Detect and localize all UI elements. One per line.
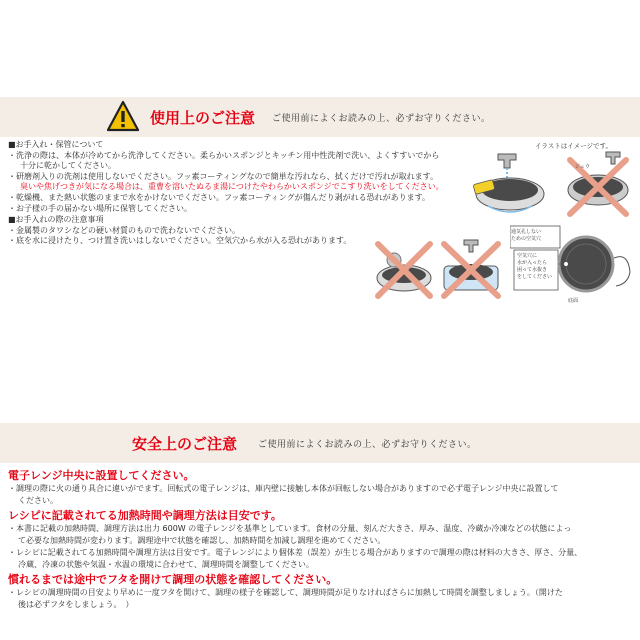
care-line: ■お手入れ・保管について	[8, 140, 104, 149]
care-line: ・お子様の手の届かない場所に保管してください。	[8, 203, 192, 213]
care-line: ・研磨剤入りの洗剤は使用しないでください。フッ素コーティングなので簡単な汚れなら、拭くだけで汚れが取れます。	[8, 171, 438, 181]
safety-caution-subtitle: ご使用前によくお読みの上、必ずお守りください。	[258, 440, 477, 450]
usage-caution-title: 使用上のご注意	[150, 109, 256, 127]
safety-line: 後は必ずフタをしましょう。 ）	[18, 600, 134, 610]
care-line: ・金属製のタワシなどの硬い材質のもので洗わないでください。	[8, 225, 240, 235]
safety-line: ・レシピに記載されてる加熱時間や調理方法は目安です。電子レンジにより個体差（誤差）が生じる場合がありますので調理の際は材料の大きさ、厚さ、分量、	[8, 548, 583, 558]
image-caption: イラストはイメージです。	[534, 142, 612, 150]
safety-instructions	[8, 468, 634, 611]
water-note-line: 水が入ったら	[517, 260, 548, 266]
safety-line: ください。	[18, 496, 58, 506]
safety-heading: レシピに記載されてる加熱時間や調理方法は目安です。	[8, 508, 282, 522]
no-water-on-hot-pan-illustration	[560, 150, 638, 220]
safety-line: ・レシピの調理時間の目安より早めに一度フタを開けて、調理の様子を確認して、調理時間が足りなければさらに加熱して時間を調整しましょう。（開けた	[8, 587, 563, 597]
safety-line: ・調理の際に火の通り具合に違いがでます。回転式の電子レンジは、庫内壁に接触し本体が回転しない場合がありますので必ず電子レンジ中央に設置して	[8, 484, 559, 493]
warning-icon	[106, 100, 140, 132]
steam-label: ジュウ	[575, 164, 590, 170]
water-note-line: 空気穴に	[517, 253, 538, 259]
washing-illustration	[468, 150, 554, 220]
safety-line: ・本書に記載の加熱時間、調理方法は出力 600W の電子レンジを基準としています。食材の分量、刻んだ大きさ、厚み、温度、冷蔵か冷凍などの状態によっ	[8, 523, 572, 533]
air-hole-note	[511, 228, 541, 242]
water-note-line: 困って水抜き	[517, 267, 548, 273]
care-line-highlight: 臭いや焦げつきが気になる場合は、重曹を溶いたぬるま湯につけたやわらかいスポンジでこすり洗いをしてください。	[20, 182, 444, 192]
safety-heading: 電子レンジ中央に設置してください。	[8, 469, 195, 482]
water-note	[517, 252, 552, 280]
care-line: ・底を水に浸けたり、つけ置き洗いはしないでください。空気穴から水が入る恐れがあります。	[8, 236, 352, 246]
care-line: ・洗浄の際は、本体が冷めてから洗浄してください。柔らかいスポンジとキッチン用中性洗剤で洗い、よくすすいでから	[8, 150, 440, 160]
air-hole-note-line: 通気孔しない	[511, 229, 542, 235]
safety-line: て必要な加熱時間が変わります。調理途中で状態を確認し、加熱時間を加減し調理を進めてください。	[18, 535, 386, 545]
care-instructions	[8, 139, 444, 247]
care-line: ■お手入れの際の注意事項	[8, 215, 104, 225]
usage-caution-subtitle: ご使用前によくお読みの上、必ずお守りください。	[272, 114, 491, 124]
care-line: 十分に乾かしてください。	[20, 161, 116, 171]
bottom-label: 底面	[568, 298, 579, 304]
no-soaking-illustration	[438, 238, 504, 300]
care-line: ・乾燥機、また熱い状態のままで水をかけないでください。フッ素コーティングが傷んだり剥がれる恐れがあります。	[8, 192, 430, 202]
safety-caution-title: 安全上のご注意	[132, 435, 238, 453]
no-metal-scrubber-illustration	[372, 238, 436, 300]
air-hole-note-line: ための空気穴	[511, 236, 542, 242]
safety-line: 冷蔵、冷凍の状態や気温・水温の環境に合わせて、調理時間を調整してください。	[18, 560, 314, 570]
safety-heading: 慣れるまでは途中でフタを開けて調理の状態を確認してください。	[8, 572, 338, 586]
water-note-line: をしてください	[517, 274, 553, 280]
